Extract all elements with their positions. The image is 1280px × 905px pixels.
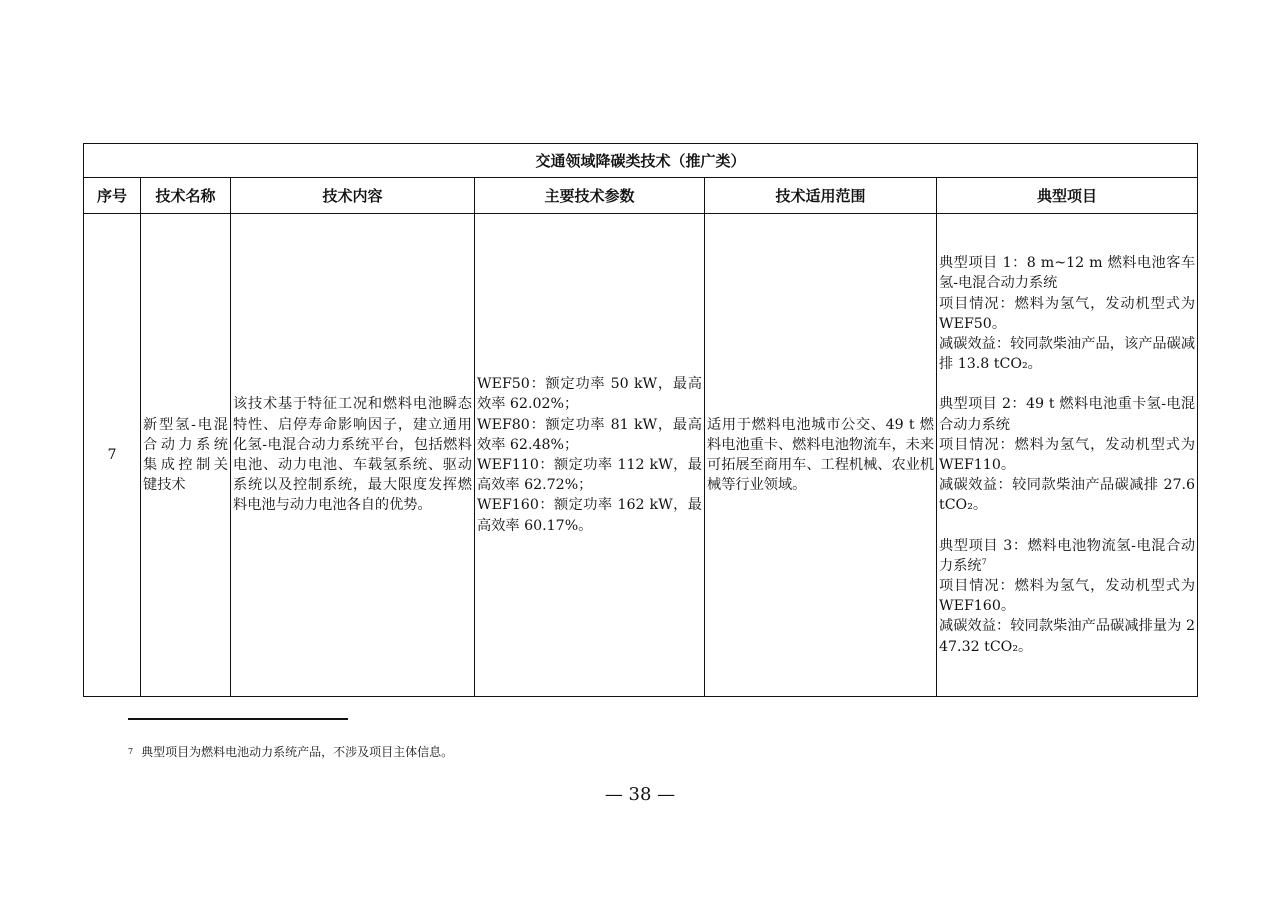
project-title: 典型项目 1：8 m~12 m 燃料电池客车氢-电混合动力系统 [939,255,1196,292]
row-parameters [475,214,705,697]
table-caption: 交通领域降碳类技术（推广类） [84,144,1198,178]
header-number: 序号 [84,178,141,214]
project-situation: 项目情况：燃料为氢气，发动机型式为 WEF110。 [939,436,1196,473]
project-benefit: 减碳效益：较同款柴油产品碳减排 27.6 tCO₂。 [939,477,1196,514]
row-tech-content [231,214,475,697]
page-number: — 38 — [604,784,676,805]
row-projects [937,214,1198,697]
row-tech-name-text: 新型氢-电混合动力系统集成控制关键技术 [143,416,228,494]
row-tech-content-text: 该技术基于特征工况和燃料电池瞬态特性、启停寿命影响因子，建立通用化氢-电混合动力系统平台，包括燃料电池、动力电池、车载氢系统、驱动系统以及控制系统，最大限度发挥燃料电池与动力电池各自的优势。 [233,396,472,514]
tech-table [83,143,1198,697]
header-tech-name: 技术名称 [141,178,231,214]
project-item [939,394,1195,515]
footnote-mark: 7 [128,747,134,756]
parameters-list [475,374,704,536]
footnote-reference[interactable]: 7 [981,557,987,567]
parameter-item: WEF160：额定功率 162 kW，最高效率 60.17%。 [477,497,702,534]
project-item [939,253,1195,374]
project-benefit: 减碳效益：较同款柴油产品，该产品碳减排 13.8 tCO₂。 [939,335,1196,373]
footnote [128,744,453,760]
footnote-divider [128,718,348,720]
project-title: 典型项目 2：49 t 燃料电池重卡氢-电混合动力系统 [939,396,1196,433]
header-parameters: 主要技术参数 [475,178,705,214]
footnote-text: 典型项目为燃料电池动力系统产品，不涉及项目主体信息。 [141,745,454,759]
project-situation: 项目情况：燃料为氢气，发动机型式为 WEF160。 [939,578,1196,615]
header-projects: 典型项目 [937,178,1198,214]
row-scope [705,214,937,697]
table-row [84,214,1198,697]
project-title: 典型项目 3：燃料电池物流氢-电混合动力系统$^7$ [939,537,1196,574]
parameter-item: WEF50：额定功率 50 kW，最高效率 62.02%； [477,376,702,413]
header-scope: 技术适用范围 [705,178,937,214]
header-tech-content: 技术内容 [231,178,475,214]
row-tech-name [141,214,231,697]
row-scope-text: 适用于燃料电池城市公交、49 t 燃料电池重卡、燃料电池物流车，未来可拓展至商用车、工程机械、农业机械等行业领域。 [707,416,935,494]
project-item [939,536,1195,657]
parameter-item: WEF80：额定功率 81 kW，最高效率 62.48%； [477,416,702,453]
header-row [84,178,1198,214]
project-situation: 项目情况：燃料为氢气，发动机型式为 WEF50。 [939,295,1196,332]
row-number [84,214,141,697]
parameter-item: WEF110：额定功率 112 kW，最高效率 62.72%； [477,457,702,494]
project-benefit: 减碳效益：较同款柴油产品碳减排量为 247.32 tCO₂。 [939,618,1196,655]
row-number-text: 7 [107,446,117,463]
projects-list [937,253,1197,657]
